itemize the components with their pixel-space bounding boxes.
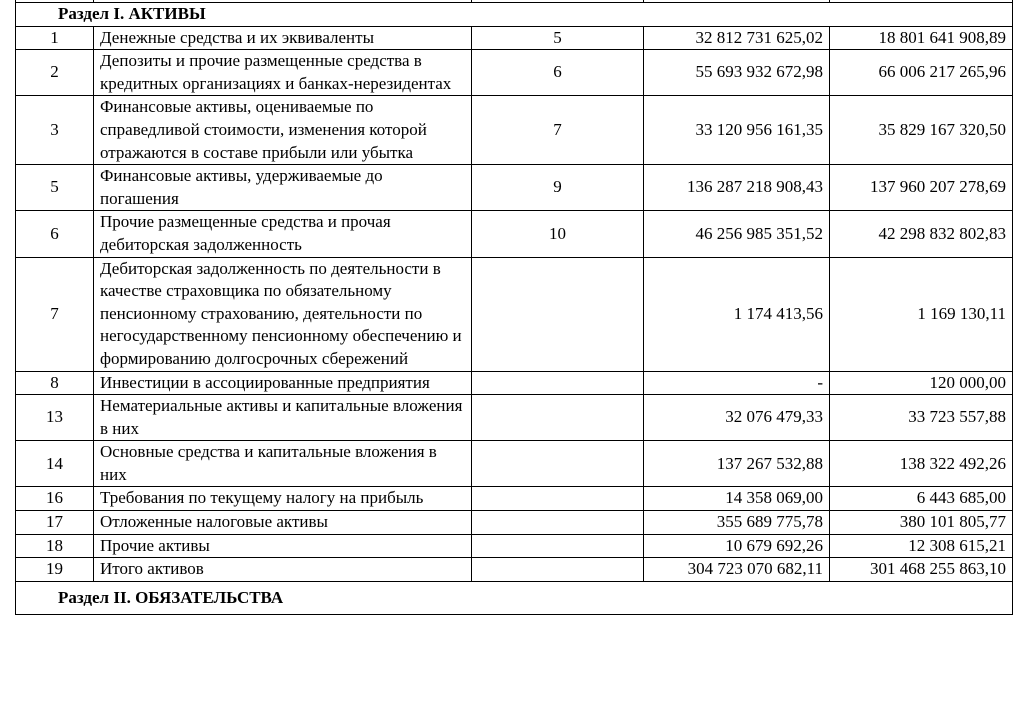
row-current-value: 355 689 775,78 xyxy=(644,511,830,535)
row-name: Требования по текущему налогу на прибыль xyxy=(94,487,472,511)
row-number: 16 xyxy=(16,487,94,511)
section-header-row xyxy=(16,3,1013,27)
row-note xyxy=(472,558,644,582)
balance-sheet-table xyxy=(15,0,1013,615)
row-current-value: 32 076 479,33 xyxy=(644,395,830,441)
row-note xyxy=(472,371,644,395)
next-section-title: Раздел II. ОБЯЗАТЕЛЬСТВА xyxy=(16,581,1013,614)
table-row xyxy=(16,395,1013,441)
row-number: 2 xyxy=(16,50,94,96)
row-name: Финансовые активы, оцениваемые по справедливой стоимости, изменения которой отражаются в составе прибыли или убытка xyxy=(94,96,472,165)
row-previous-value: 35 829 167 320,50 xyxy=(830,96,1013,165)
table-row xyxy=(16,211,1013,257)
row-note xyxy=(472,511,644,535)
row-number: 18 xyxy=(16,534,94,558)
row-previous-value: 380 101 805,77 xyxy=(830,511,1013,535)
table-row xyxy=(16,257,1013,371)
row-note: 7 xyxy=(472,96,644,165)
table-row xyxy=(16,50,1013,96)
row-note: 9 xyxy=(472,165,644,211)
row-previous-value: 138 322 492,26 xyxy=(830,441,1013,487)
row-name: Прочие размещенные средства и прочая дебиторская задолженность xyxy=(94,211,472,257)
next-section-header-row xyxy=(16,581,1013,614)
row-number: 17 xyxy=(16,511,94,535)
row-previous-value: 120 000,00 xyxy=(830,371,1013,395)
row-note: 5 xyxy=(472,26,644,50)
table-row-total xyxy=(16,558,1013,582)
table-row xyxy=(16,165,1013,211)
row-previous-value: 66 006 217 265,96 xyxy=(830,50,1013,96)
row-previous-value: 1 169 130,11 xyxy=(830,257,1013,371)
row-current-value: 32 812 731 625,02 xyxy=(644,26,830,50)
row-name: Прочие активы xyxy=(94,534,472,558)
row-note xyxy=(472,441,644,487)
table-row xyxy=(16,441,1013,487)
row-current-value: 33 120 956 161,35 xyxy=(644,96,830,165)
row-name: Дебиторская задолженность по деятельности в качестве страховщика по обязательному пенсионному страхованию, деятельности по негосударственному пенсионному обеспечению и формированию долгосрочных сбережений xyxy=(94,257,472,371)
row-number: 19 xyxy=(16,558,94,582)
row-current-value: 137 267 532,88 xyxy=(644,441,830,487)
row-number: 7 xyxy=(16,257,94,371)
row-number: 1 xyxy=(16,26,94,50)
row-current-value: 304 723 070 682,11 xyxy=(644,558,830,582)
row-note xyxy=(472,395,644,441)
row-previous-value: 301 468 255 863,10 xyxy=(830,558,1013,582)
row-name: Денежные средства и их эквиваленты xyxy=(94,26,472,50)
row-note xyxy=(472,534,644,558)
table-row xyxy=(16,96,1013,165)
row-name: Итого активов xyxy=(94,558,472,582)
row-number: 14 xyxy=(16,441,94,487)
row-note: 10 xyxy=(472,211,644,257)
row-previous-value: 42 298 832 802,83 xyxy=(830,211,1013,257)
row-note xyxy=(472,257,644,371)
row-number: 8 xyxy=(16,371,94,395)
table-row xyxy=(16,511,1013,535)
row-current-value: 46 256 985 351,52 xyxy=(644,211,830,257)
row-previous-value: 12 308 615,21 xyxy=(830,534,1013,558)
row-number: 5 xyxy=(16,165,94,211)
section-title: Раздел I. АКТИВЫ xyxy=(16,3,1013,27)
row-note: 6 xyxy=(472,50,644,96)
row-current-value: 136 287 218 908,43 xyxy=(644,165,830,211)
table-row xyxy=(16,534,1013,558)
table-row xyxy=(16,487,1013,511)
row-previous-value: 6 443 685,00 xyxy=(830,487,1013,511)
row-number: 6 xyxy=(16,211,94,257)
row-current-value: - xyxy=(644,371,830,395)
row-number: 13 xyxy=(16,395,94,441)
row-previous-value: 18 801 641 908,89 xyxy=(830,26,1013,50)
row-current-value: 1 174 413,56 xyxy=(644,257,830,371)
row-note xyxy=(472,487,644,511)
row-name: Инвестиции в ассоциированные предприятия xyxy=(94,371,472,395)
row-current-value: 10 679 692,26 xyxy=(644,534,830,558)
table-row xyxy=(16,26,1013,50)
row-name: Отложенные налоговые активы xyxy=(94,511,472,535)
row-name: Финансовые активы, удерживаемые до погашения xyxy=(94,165,472,211)
row-previous-value: 33 723 557,88 xyxy=(830,395,1013,441)
row-name: Основные средства и капитальные вложения в них xyxy=(94,441,472,487)
row-name: Нематериальные активы и капитальные вложения в них xyxy=(94,395,472,441)
row-current-value: 55 693 932 672,98 xyxy=(644,50,830,96)
table-row xyxy=(16,371,1013,395)
row-previous-value: 137 960 207 278,69 xyxy=(830,165,1013,211)
balance-sheet-document xyxy=(15,0,1013,615)
row-current-value: 14 358 069,00 xyxy=(644,487,830,511)
row-number: 3 xyxy=(16,96,94,165)
row-name: Депозиты и прочие размещенные средства в кредитных организациях и банках-нерезидентах xyxy=(94,50,472,96)
